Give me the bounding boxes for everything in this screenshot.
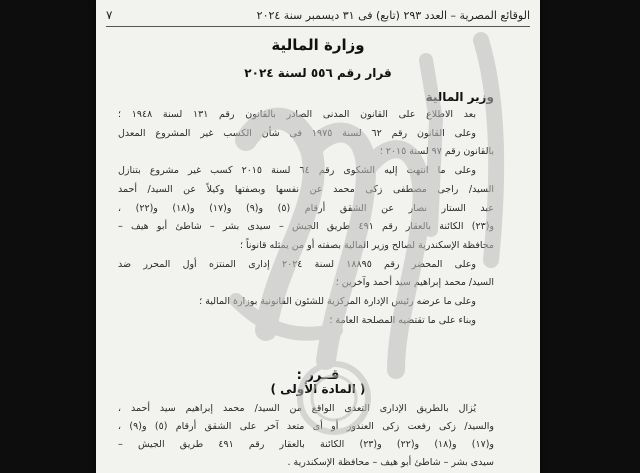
text-line: والسيد/ زكى رفعت زكى العندور أو أى متعد آخر على الشقق أرقام (٥) و(٩) ، (118, 421, 494, 432)
text-line: و(٢٣) الكائنة بالعقار رقم ٤٩١ طريق الجيش – سيدى بشر – شاطئ أبو هيف – (118, 221, 494, 233)
text-line: و(١٧) و(١٨) و(٢٢) و(٢٣) الكائنة بالعقار رقم ٤٩١ طريق الجيش – (118, 439, 494, 450)
minister-heading: وزير المالية (425, 90, 494, 104)
text-line: يُزال بالطريق الإدارى التعدى الواقع من السيد/ محمد إبراهيم سيد أحمد ، (118, 403, 476, 414)
text-line: محافظة الإسكندرية لصالح وزير المالية بصفته أو من يمثله قانوناً ؛ (239, 239, 494, 251)
text-line: سيدى بشر – شاطئ أبو هيف – محافظة الإسكندرية . (287, 457, 494, 468)
text-line: وعلى المحضر رقم ١٨٨٩٥ لسنة ٢٠٢٤ إدارى المنتزه أول المحرر ضد (118, 258, 476, 270)
text-line: وبناء على ما تقتضيه المصلحة العامة ؛ (329, 314, 476, 326)
ministry-title: وزارة المالية (271, 36, 365, 54)
text-line: السيد/ محمد إبراهيم سيد أحمد وآخرين ؛ (335, 277, 494, 289)
text-line: عبد الستار نصار عن الشقق أرقام (٥) و(٩) و(١٧) و(١٨) و(٢٢) ، (118, 202, 494, 214)
decree-title: قرار رقم ٥٥٦ لسنة ٢٠٢٤ (244, 66, 392, 80)
page-number: ٧ (106, 8, 113, 22)
text-line: السيد/ راجى مصطفى زكى محمد عن نفسها وبصفتها وكيلاً عن السيد/ أحمد (118, 183, 494, 195)
text-line: وعلى القانون رقم ٦٢ لسنة ١٩٧٥ فى شأن الكسب غير المشروع المعدل (118, 127, 476, 139)
document-page (96, 0, 540, 473)
page-header (106, 4, 530, 27)
text-line: وعلى ما عرضه رئيس الإدارة المركزية للشئون القانونية بوزارة المالية ؛ (199, 296, 476, 308)
text-line: وعلى ما انتهت إليه الشكوى رقم ٦٤ لسنة ٢٠١٥ كسب غير مشروع بتنازل (118, 165, 476, 177)
text-line: بعد الاطلاع على القانون المدنى الصادر بالقانون رقم ١٣١ لسنة ١٩٤٨ ؛ (118, 109, 476, 120)
article-one-text (118, 400, 494, 472)
header-runner: الوقائع المصرية – العدد ٢٩٣ (تابع) فى ٣١ ديسمبر سنة ٢٠٢٤ (256, 8, 530, 22)
text-line: بالقانون رقم ٩٧ لسنة ٢٠١٥ ؛ (379, 146, 494, 158)
preamble-text (118, 106, 494, 330)
decides-heading: قــرر : (296, 368, 340, 383)
article-one-heading: ( المادة الأولى ) (270, 382, 366, 396)
